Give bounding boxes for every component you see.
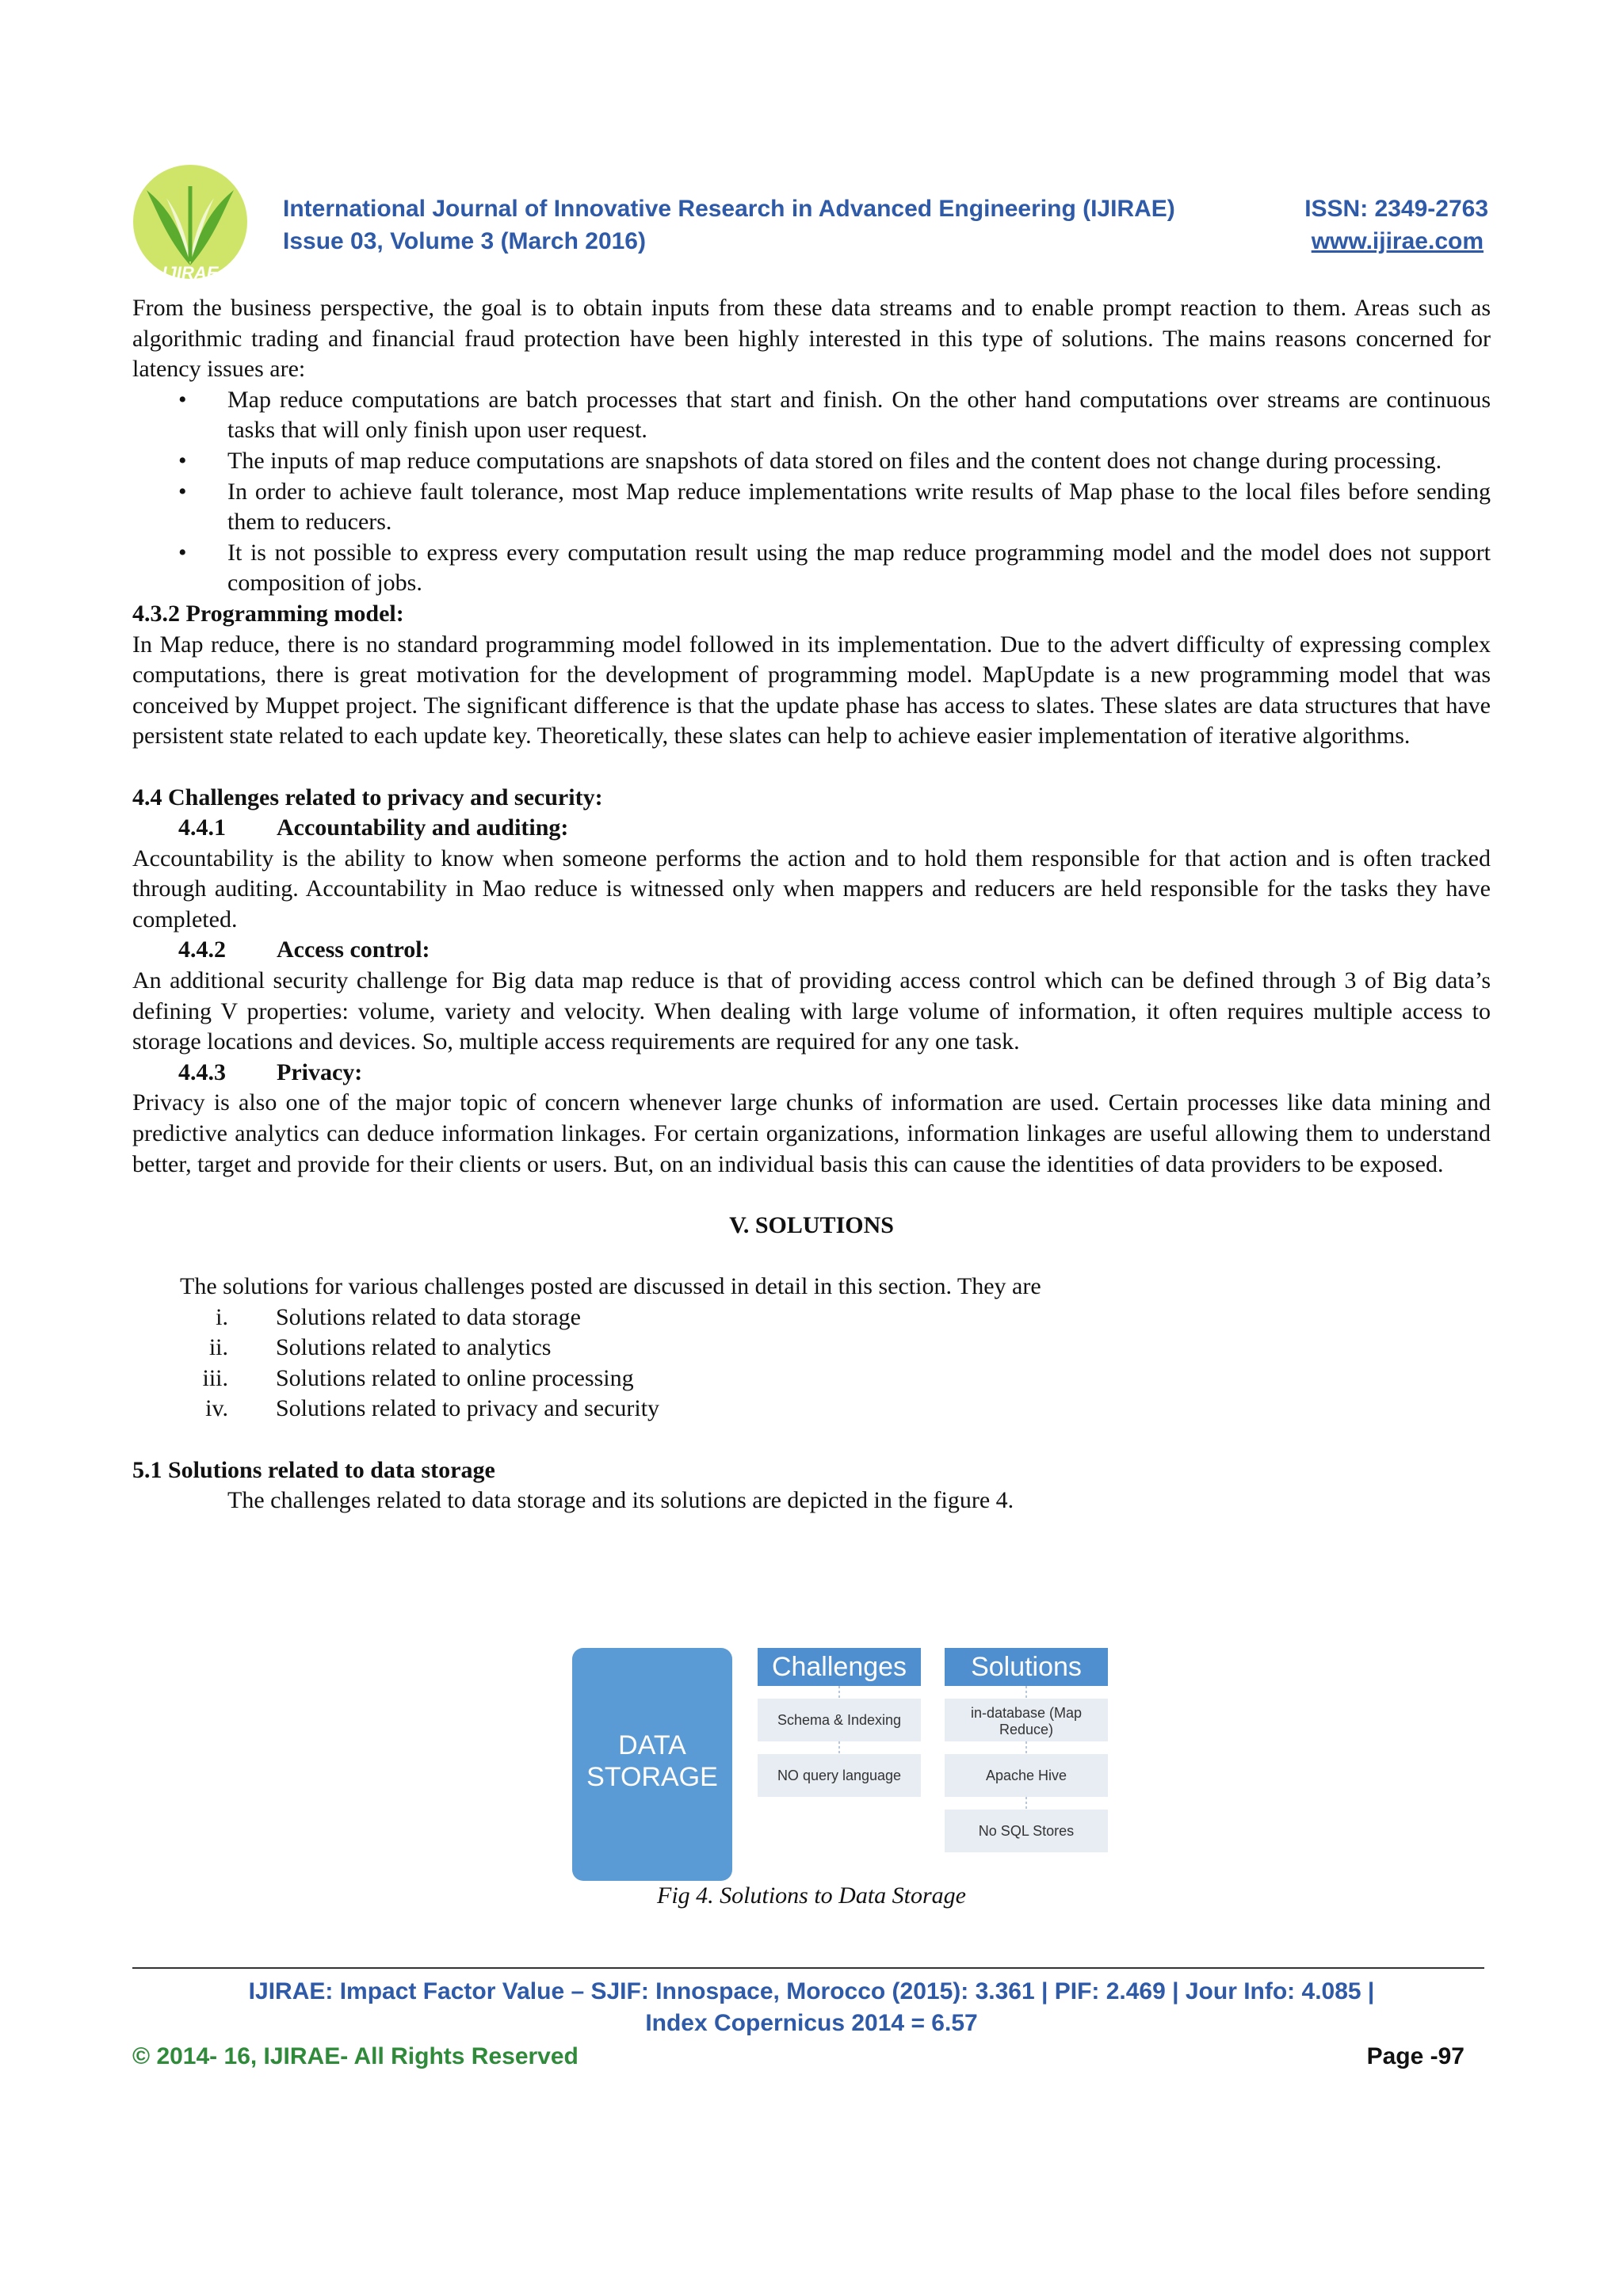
- challenge-label: NO query language: [777, 1768, 902, 1783]
- subsection-heading-4-4-3: [132, 1058, 1491, 1089]
- solution-label-line2: Reduce): [999, 1722, 1054, 1737]
- index-copernicus-line: Index Copernicus 2014 = 6.57: [645, 2010, 978, 2036]
- list-item: • The inputs of map reduce computations are snapshots of data stored on files and the content does not change during processing.: [132, 446, 1491, 477]
- issue-info: Issue 03, Volume 3 (March 2016): [283, 228, 646, 254]
- list-item: iv. Solutions related to privacy and security: [132, 1394, 1491, 1425]
- section-heading-5-1: 5.1 Solutions related to data storage: [132, 1456, 495, 1483]
- section-heading-v-solutions: V. SOLUTIONS: [729, 1211, 894, 1238]
- privacy-paragraph: Privacy is also one of the major topic of concern whenever large chunks of information are used. Certain processes like data mining and predictive analytics can deduce information linkages. For certain organizations, information linkages are useful allowing them to understand better, target and provide for their clients or users. But, on an individual basis this can cause the identities of data providers to be exposed.: [132, 1089, 1491, 1177]
- impact-factor-line: IJIRAE: Impact Factor Value – SJIF: Innospace, Morocco (2015): 3.361 | PIF: 2.469 | Jour Info: 4.085 |: [248, 1978, 1375, 2004]
- solutions-intro: The solutions for various challenges posted are discussed in detail in this section. They are: [180, 1273, 1041, 1299]
- list-item: i. Solutions related to data storage: [132, 1302, 1491, 1333]
- logo-text: IJIRAE: [162, 263, 219, 283]
- subsection-number: 4.4.2: [178, 936, 226, 963]
- article-body: [132, 293, 1491, 1516]
- list-number: iii.: [202, 1364, 228, 1391]
- access-control-paragraph: An additional security challenge for Big data map reduce is that of providing access control which can be defined through 3 of Big data’s defining V properties: volume, variety and velocity. When dealing with large volume of information, it often requires multiple access to storage locations and devices. So, multiple access requirements are required for any one task.: [132, 967, 1491, 1055]
- list-item: • It is not possible to express every computation result using the map reduce programming model and the model does not support composition of jobs.: [132, 538, 1491, 599]
- list-item: ii. Solutions related to analytics: [132, 1333, 1491, 1363]
- footer-divider: [132, 1967, 1484, 1969]
- figure-4-diagram: [571, 1646, 1109, 1884]
- list-number: iv.: [205, 1395, 228, 1422]
- subsection-number: 4.4.3: [178, 1058, 226, 1085]
- solutions-list: [132, 1302, 1491, 1425]
- list-item: • Map reduce computations are batch processes that start and finish. On the other hand computations over streams are continuous tasks that will only finish upon user request.: [132, 385, 1491, 446]
- solution-label: No SQL Stores: [978, 1823, 1075, 1839]
- journal-title: International Journal of Innovative Research in Advanced Engineering (IJIRAE): [283, 196, 1175, 222]
- challenges-header: Challenges: [771, 1652, 907, 1682]
- data-storage-paragraph: The challenges related to data storage and its solutions are depicted in the figure 4.: [227, 1487, 1014, 1514]
- section-heading-4-3-2: 4.3.2 Programming model:: [132, 600, 404, 627]
- list-number: ii.: [208, 1334, 228, 1361]
- data-storage-label-line1: DATA: [618, 1730, 686, 1760]
- list-item: • In order to achieve fault tolerance, most Map reduce implementations write results of Map phase to the local files before sending them to reducers.: [132, 477, 1491, 538]
- subsection-heading-4-4-2: [132, 935, 1491, 966]
- challenge-label: Schema & Indexing: [777, 1712, 902, 1728]
- journal-logo: [127, 158, 277, 285]
- copyright: © 2014- 16, IJIRAE- All Rights Reserved: [132, 2043, 579, 2069]
- subsection-title: Privacy:: [277, 1058, 363, 1085]
- solution-label-line1: in-database (Map: [970, 1705, 1083, 1721]
- latency-reasons-list: [132, 385, 1491, 599]
- journal-website-link[interactable]: www.ijirae.com: [1311, 228, 1484, 254]
- data-storage-label-line2: STORAGE: [586, 1762, 718, 1792]
- programming-model-paragraph: In Map reduce, there is no standard programming model followed in its implementation. Due to the advert difficulty of expressing complex computations, there is great motivation for the development of programming model. MapUpdate is a new programming model that was conceived by Muppet project. The significant difference is that the update phase has access to slates. These slates are data structures that have persistent state related to each update key. Theoretically, these slates can help to achieve easier implementation of iterative algorithms.: [132, 631, 1491, 749]
- list-number: i.: [216, 1303, 228, 1330]
- section-heading-4-4: 4.4 Challenges related to privacy and security:: [132, 784, 603, 810]
- accountability-paragraph: Accountability is the ability to know when someone performs the action and to hold them responsible for that action and is often tracked through auditing. Accountability in Mao reduce is witnessed only when mappers and reducers are held responsible for the tasks they have completed.: [132, 845, 1491, 933]
- page-number: Page -97: [1366, 2043, 1465, 2069]
- subsection-number: 4.4.1: [178, 814, 226, 841]
- list-item: iii. Solutions related to online processing: [132, 1363, 1491, 1394]
- intro-paragraph: From the business perspective, the goal is to obtain inputs from these data streams and to enable prompt reaction to them. Areas such as algorithmic trading and financial fraud protection have been highly interested in this type of solutions. The mains reasons concerned for latency issues are:: [132, 295, 1491, 383]
- subsection-heading-4-4-1: [132, 813, 1491, 844]
- solutions-header: Solutions: [971, 1652, 1082, 1682]
- figure-caption: Fig 4. Solutions to Data Storage: [657, 1882, 966, 1909]
- subsection-title: Accountability and auditing:: [277, 814, 569, 841]
- issn: ISSN: 2349-2763: [1304, 196, 1488, 222]
- solution-label: Apache Hive: [985, 1768, 1067, 1783]
- subsection-title: Access control:: [277, 936, 430, 963]
